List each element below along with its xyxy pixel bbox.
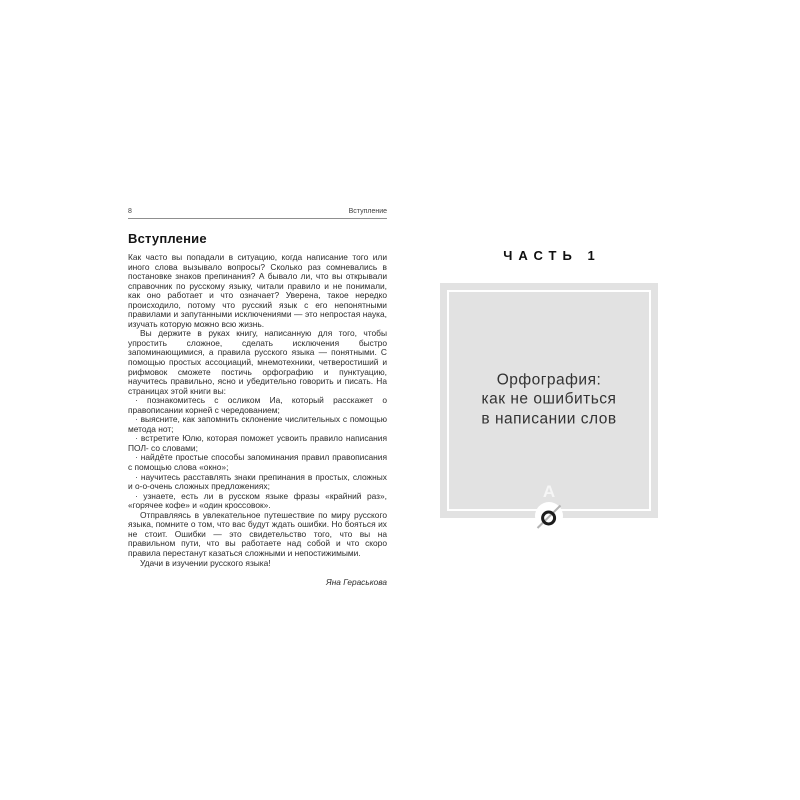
part-title-line: Орфография:: [496, 371, 602, 389]
magnifier-icon: [535, 502, 563, 530]
introduction-text: [128, 253, 387, 568]
bullet-item: · встретите Юлю, которая поможет усвоить правило написания ПОЛ- со словами;: [128, 433, 387, 453]
left-page: [128, 208, 387, 587]
bullet-item: · найдёте простые способы запоминания правил правописания с помощью слова «окно»;: [128, 452, 387, 473]
magnifier-badge: [535, 502, 563, 530]
part-title-line: в написании слов: [481, 410, 617, 428]
part-title-line: как не ошибиться: [481, 390, 617, 408]
part-heading: ЧАСТЬ 1: [503, 248, 601, 263]
running-header-label: Вступление: [348, 208, 387, 215]
part-title: [440, 370, 658, 429]
watermark-letter: А: [542, 482, 556, 501]
author-signature: Яна Гераськова: [326, 577, 387, 588]
intro-paragraph: Вы держите в руках книгу, написанную для того, чтобы упростить сложное, сделать исключения быстро запоминающимися, а правила русского языка — понятными. С помощью простых ассоциаций, мнемотехники, четверостиший и рифмовок сможете постичь орфографию и пунктуацию, научитесь правильно, ясно и убедительно говорить и писать. На страницах этой книги вы:: [128, 328, 387, 396]
part-box: [440, 283, 658, 518]
bullet-item: · научитесь расставлять знаки препинания в простых, сложных и о-о-очень сложных предложениях;: [128, 471, 387, 492]
intro-paragraph: Удачи в изучении русского языка!: [140, 557, 271, 568]
bullet-item: · выясните, как запомнить склонение числительных с помощью метода нот;: [128, 414, 387, 434]
page-header: [128, 208, 387, 219]
bullet-item: · познакомитесь с осликом Иа, который расскажет о правописании корней с чередованием;: [128, 395, 387, 415]
intro-paragraph: Как часто вы попадали в ситуацию, когда написание того или иного слова вызывало вопросы? Сколько раз сомневались в постановке знаков препинания? А бывало ли, что вы открывали справочник по русскому языку, читали правило и не понимали, как оно работает и что означает? Уверена, такое нередко происходило, потому что русский язык с его непонятными правилами и запутанными исключениями — это непростая наука, изучать которую можно всю жизнь.: [128, 252, 387, 329]
bullet-item: · узнаете, есть ли в русском языке фразы «крайний раз», «горячее кофе» и «один кроссовок».: [128, 490, 387, 511]
intro-paragraph: Отправляясь в увлекательное путешествие по миру русского языка, помните о том, что вас будут ждать ошибки. Но бояться их не стоит. Ошибки — это свидетельство того, что вы на правильном пути, что вы работаете над собой и что скоро правила перестанут казаться сложными и непостижимыми.: [128, 509, 387, 558]
chapter-title: Вступление: [128, 231, 207, 246]
page-number: 8: [128, 208, 132, 215]
